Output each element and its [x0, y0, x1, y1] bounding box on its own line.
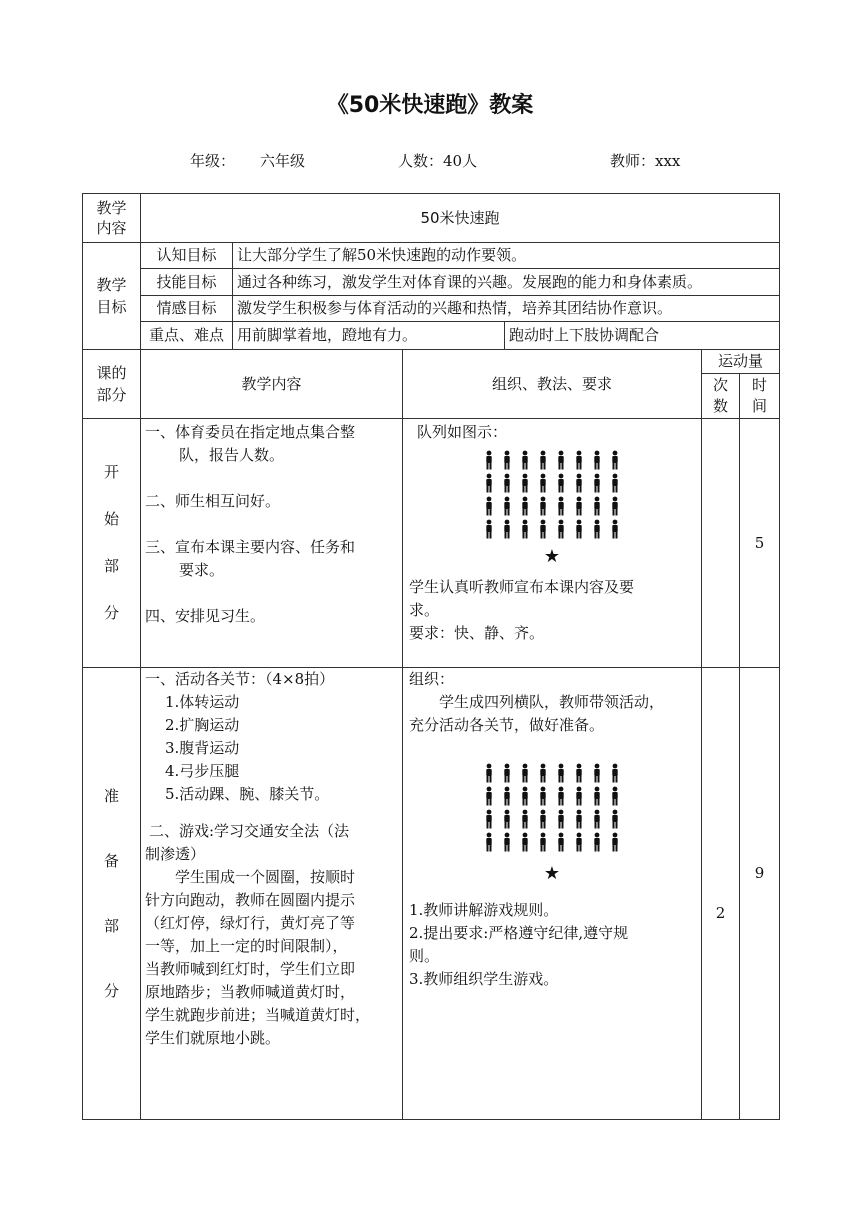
part-char: 部 — [103, 916, 119, 935]
person-icon — [552, 763, 570, 783]
method-step: 1.教师讲解游戏规则。 — [409, 901, 559, 919]
person-icon — [588, 763, 606, 783]
person-icon — [588, 450, 606, 470]
method-step: 则。 — [409, 947, 440, 965]
person-icon — [570, 496, 588, 516]
person-icon — [606, 496, 624, 516]
difficulty: 跑动时上下肢协调配合 — [505, 322, 780, 350]
prep-content-cell — [141, 668, 403, 1120]
person-icon — [516, 832, 534, 852]
person-icon — [480, 473, 498, 493]
person-icon — [606, 519, 624, 539]
person-icon — [498, 519, 516, 539]
star-icon: ★ — [543, 546, 561, 567]
content-label: 教学内容 — [96, 199, 127, 237]
person-icon — [570, 809, 588, 829]
part-char: 开 — [103, 463, 119, 481]
part-prep-cell — [83, 668, 141, 1120]
sub-item: 1.体转运动 — [165, 693, 240, 711]
sub-item: 4.弓步压腿 — [165, 762, 240, 780]
game-line: 针方向跑动，教师在圆圈内提示 — [145, 891, 356, 909]
person-icon — [480, 450, 498, 470]
goal-text: 激发学生积极参与体育活动的兴趣和热情，培养其团结协作意识。 — [233, 296, 780, 322]
person-icon — [516, 496, 534, 516]
content-line: 队，报告人数。 — [179, 446, 285, 464]
person-icon — [570, 519, 588, 539]
person-icon — [606, 832, 624, 852]
content-line: 制渗透） — [145, 845, 206, 863]
part-char: 分 — [103, 981, 119, 1000]
col-content: 教学内容 — [141, 350, 403, 419]
part-char: 准 — [103, 786, 119, 805]
start-time: 5 — [740, 419, 780, 668]
game-line: 学生们就原地小跳。 — [145, 1029, 281, 1047]
game-line: 一等，加上一定的时间限制）， — [145, 937, 348, 955]
game-line: 当教师喊到红灯时，学生们立即 — [145, 960, 356, 978]
person-icon — [552, 450, 570, 470]
col-part: 课的部分 — [96, 364, 127, 404]
person-icon — [552, 809, 570, 829]
method-line: 求。 — [409, 601, 440, 619]
content-line: 一、体育委员在指定地点集合整 — [145, 423, 356, 441]
person-icon — [498, 786, 516, 806]
person-icon — [534, 450, 552, 470]
method-intro: 队列如图示： — [417, 423, 508, 441]
method-line: 要求：快、静、齐。 — [409, 624, 545, 642]
person-icon — [480, 519, 498, 539]
person-icon — [498, 763, 516, 783]
person-icon — [516, 786, 534, 806]
person-icon — [570, 763, 588, 783]
person-icon — [606, 786, 624, 806]
content-line: 二、师生相互问好。 — [145, 492, 281, 510]
content-line: 四、安排见习生。 — [145, 607, 266, 625]
person-icon — [570, 832, 588, 852]
person-icon — [570, 786, 588, 806]
goal-name: 情感目标 — [141, 296, 233, 322]
person-icon — [588, 832, 606, 852]
method-step: 3.教师组织学生游戏。 — [409, 970, 559, 988]
content-line: 要求。 — [179, 561, 225, 579]
person-icon — [588, 496, 606, 516]
person-icon — [552, 519, 570, 539]
col-time: 时间 — [752, 376, 768, 415]
page-title: 《50米快速跑》教案 — [326, 93, 534, 118]
col-times-cell — [702, 374, 740, 419]
game-line: 原地踏步；当教师喊道黄灯时， — [145, 983, 356, 1001]
goals-label: 教学目标 — [96, 276, 127, 316]
person-icon — [606, 450, 624, 470]
goal-name: 技能目标 — [141, 269, 233, 296]
method-line: 充分活动各关节，做好准备。 — [409, 716, 605, 734]
sub-item: 3.腹背运动 — [165, 739, 240, 757]
person-icon — [534, 473, 552, 493]
person-icon — [552, 832, 570, 852]
student-formation — [409, 763, 695, 852]
person-icon — [516, 450, 534, 470]
start-content-cell — [141, 419, 403, 668]
start-method-cell — [403, 419, 702, 668]
star-icon: ★ — [543, 863, 561, 884]
person-icon — [498, 450, 516, 470]
person-icon — [516, 809, 534, 829]
person-icon — [588, 809, 606, 829]
prep-time: 9 — [740, 668, 780, 1120]
prep-times: 2 — [702, 668, 740, 1120]
person-icon — [534, 832, 552, 852]
part-char: 始 — [103, 510, 119, 528]
sub-item: 2.扩胸运动 — [165, 716, 240, 734]
game-line: （红灯停，绿灯行，黄灯亮了等 — [145, 914, 356, 932]
goal-text: 通过各种练习，激发学生对体育课的兴趣。发展跑的能力和身体素质。 — [233, 269, 780, 296]
content-label-cell — [83, 194, 141, 243]
part-char: 部 — [103, 557, 119, 575]
person-icon — [480, 763, 498, 783]
grade-value: 六年级 — [260, 152, 306, 170]
goal-text: 让大部分学生了解50米快速跑的动作要领。 — [233, 243, 780, 269]
col-method: 组织、教法、要求 — [403, 350, 702, 419]
person-icon — [516, 473, 534, 493]
person-icon — [516, 519, 534, 539]
person-icon — [498, 809, 516, 829]
col-part-cell — [83, 350, 141, 419]
person-icon — [480, 786, 498, 806]
lesson-plan-table — [82, 193, 780, 1120]
person-icon — [480, 496, 498, 516]
start-times — [702, 419, 740, 668]
person-icon — [480, 832, 498, 852]
person-icon — [570, 450, 588, 470]
person-icon — [498, 496, 516, 516]
person-icon — [606, 473, 624, 493]
method-step: 2.提出要求:严格遵守纪律,遵守规 — [409, 924, 629, 942]
part-start-cell — [83, 419, 141, 668]
part-char: 分 — [103, 604, 119, 622]
person-icon — [588, 519, 606, 539]
student-formation — [409, 450, 695, 539]
part-char: 备 — [103, 851, 119, 870]
person-icon — [552, 473, 570, 493]
grade-label: 年级： — [190, 152, 236, 170]
method-line: 学生认真听教师宣布本课内容及要 — [409, 578, 635, 596]
person-icon — [516, 763, 534, 783]
content-line: 一、活动各关节：（4×8拍） — [145, 670, 335, 688]
person-icon — [534, 786, 552, 806]
person-icon — [588, 473, 606, 493]
person-icon — [606, 809, 624, 829]
person-icon — [552, 786, 570, 806]
col-load: 运动量 — [702, 350, 780, 374]
method-line: 学生成四列横队，教师带领活动， — [439, 693, 665, 711]
content-line: 三、宣布本课主要内容、任务和 — [145, 538, 356, 556]
col-times: 次数 — [713, 376, 729, 415]
person-icon — [498, 832, 516, 852]
person-icon — [552, 496, 570, 516]
person-icon — [498, 473, 516, 493]
goal-name: 认知目标 — [141, 243, 233, 269]
person-icon — [570, 473, 588, 493]
prep-method-cell — [403, 668, 702, 1120]
person-icon — [588, 786, 606, 806]
person-icon — [534, 809, 552, 829]
key-point: 用前脚掌着地，蹬地有力。 — [233, 322, 505, 350]
person-icon — [534, 519, 552, 539]
game-line: 学生围成一个圆圈，按顺时 — [175, 868, 356, 886]
content-line: 二、游戏:学习交通安全法（法 — [149, 822, 350, 840]
person-icon — [534, 496, 552, 516]
col-time-cell — [740, 374, 780, 419]
person-icon — [534, 763, 552, 783]
goals-label-cell — [83, 243, 141, 350]
content-value: 50米快速跑 — [141, 194, 780, 243]
person-icon — [606, 763, 624, 783]
sub-item: 5.活动踝、腕、膝关节。 — [165, 785, 330, 803]
person-icon — [480, 809, 498, 829]
teacher-name: 教师：xxx — [610, 152, 681, 170]
student-count: 人数：40人 — [398, 152, 478, 170]
key-label: 重点、难点 — [141, 322, 233, 350]
method-intro: 组织： — [409, 670, 455, 688]
game-line: 学生就跑步前进；当喊道黄灯时， — [145, 1006, 371, 1024]
